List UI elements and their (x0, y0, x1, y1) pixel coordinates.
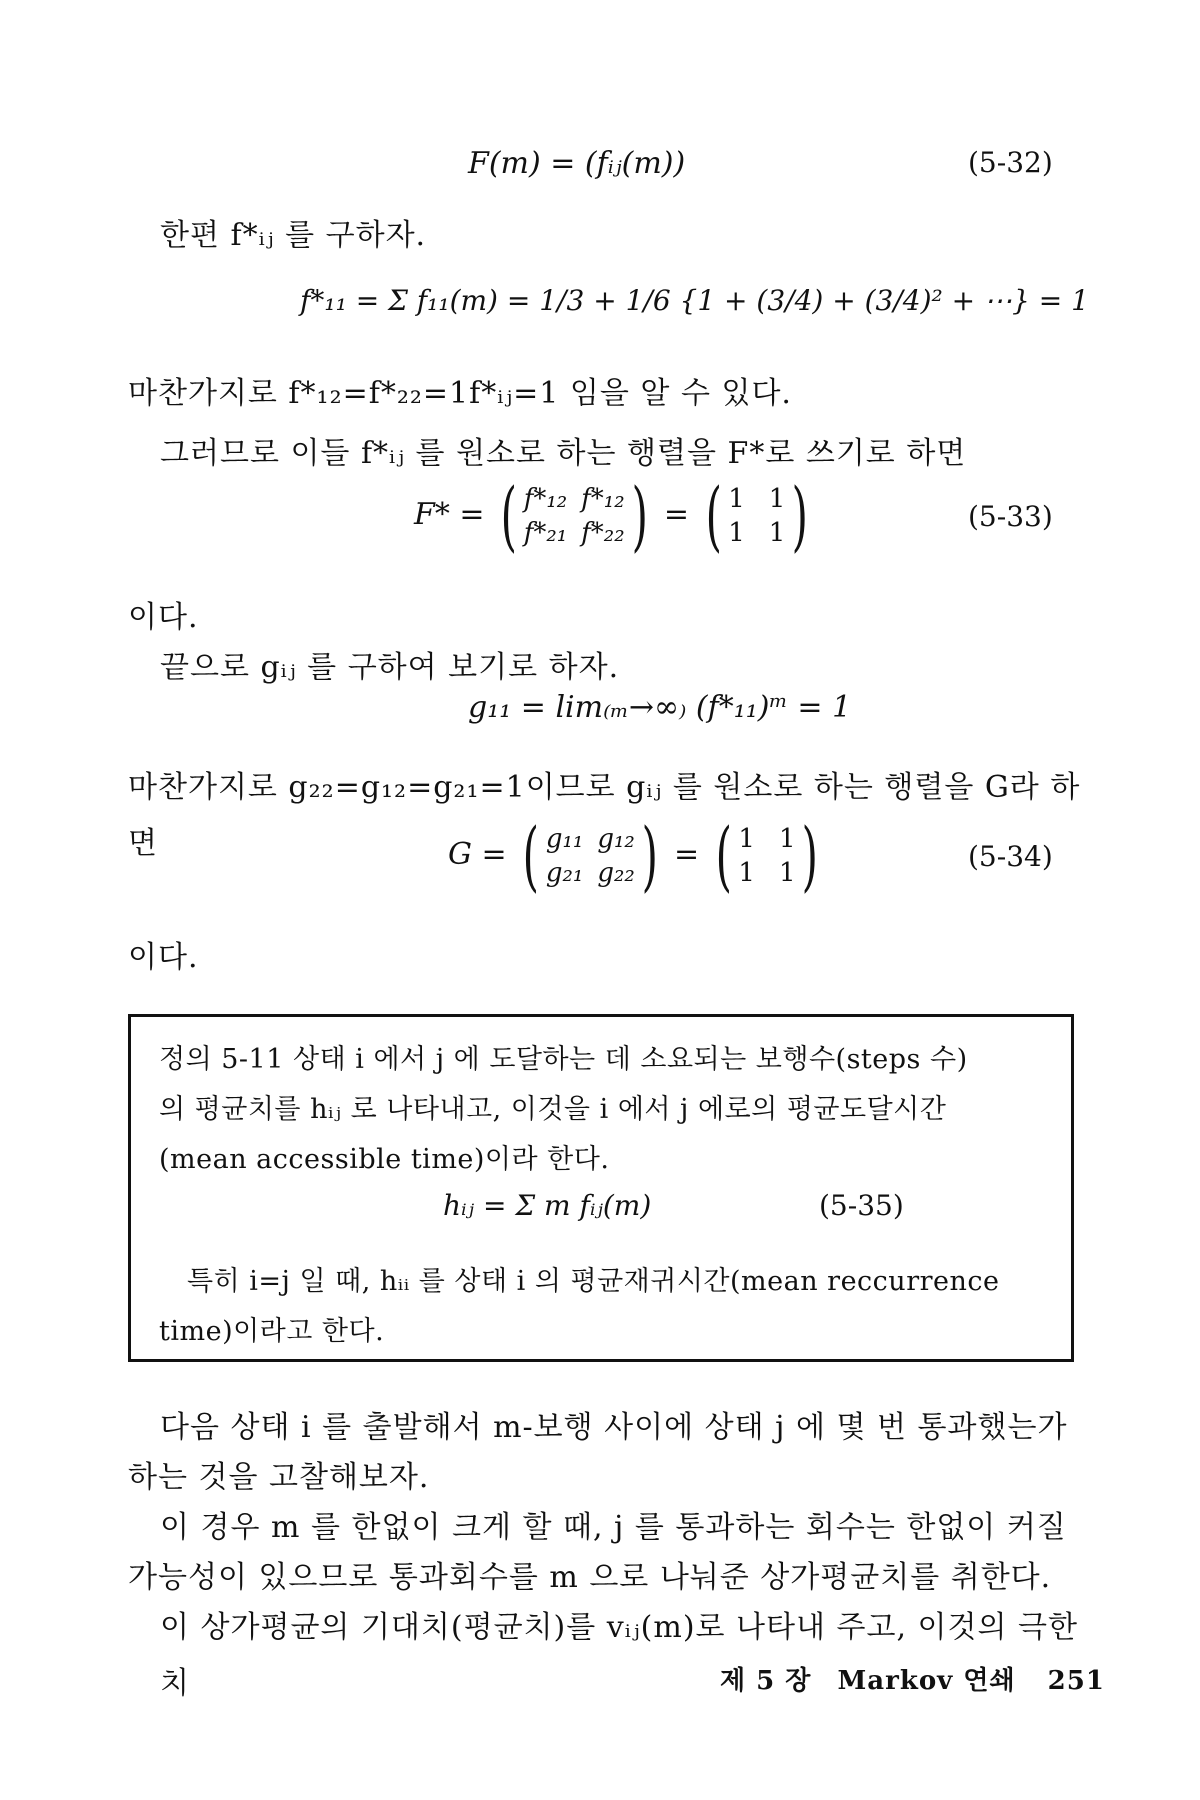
text-line-likewise: 마찬가지로 f*₁₂=f*₂₂=1f*ᵢⱼ=1 임을 알 수 있다. (128, 376, 792, 411)
equation-5-33 (414, 471, 815, 560)
text-line-para-2a: 이 경우 m 를 한없이 크게 할 때, j 를 통과하는 회수는 한없이 커질 (160, 1510, 1067, 1545)
text-line-para-2b: 가능성이 있으므로 통과회수를 m 으로 나눠준 상가평균치를 취한다. (128, 1560, 1052, 1595)
definition-line-2: 의 평균치를 hᵢⱼ 로 나타내고, 이것을 i 에서 j 에로의 평균도달시간 (159, 1094, 947, 1125)
equation-5-35: hᵢⱼ = Σ m fᵢⱼ(m) (443, 1189, 652, 1222)
equation-number-5-35: (5-35) (819, 1189, 904, 1222)
text-line-para-3a: 이 상가평균의 기대치(평균치)를 vᵢⱼ(m)로 나타내 주고, 이것의 극한치 (160, 1610, 1078, 1701)
equation-number-5-34: (5-34) (968, 840, 1053, 873)
matrix-cell: f*₂₁ (523, 518, 568, 548)
matrix-f-star: ( f*₁₂ f*₁₂ f*₂₁ f*₂₂ ) (500, 471, 648, 560)
matrix-cell: 1 (778, 858, 796, 888)
text-line-therefore: 그러므로 이들 f*ᵢⱼ 를 원소로 하는 행렬을 F*로 쓰기로 하면 (160, 436, 967, 471)
equation-f11-star: f*₁₁ = Σ f₁₁(m) = 1/3 + 1/6 {1 + (3/4) + (3/4)² + ⋯} = 1 (300, 284, 1089, 317)
matrix-cell: f*₁₂ (581, 484, 625, 514)
matrix-ones: ( 1 1 1 1 ) (715, 811, 819, 900)
equals-sign: = (663, 497, 689, 532)
text-line-para-1a: 다음 상태 i 를 출발해서 m-보행 사이에 상태 j 에 몇 번 통과했는가 (160, 1410, 1068, 1445)
equation-lhs: F* = (414, 497, 485, 532)
definition-line-1: 정의 5-11 상태 i 에서 j 에 도달하는 데 소요되는 보행수(steps 수) (159, 1044, 968, 1075)
text-line-find-gij: 끝으로 gᵢⱼ 를 구하여 보기로 하자. (160, 650, 620, 685)
matrix-cell: f*₂₂ (581, 518, 625, 548)
equation-lhs: G = (448, 837, 507, 872)
matrix-cell: 1 (728, 518, 745, 548)
matrix-cell: 1 (768, 484, 786, 514)
definition-line-5: time)이라고 한다. (159, 1316, 385, 1347)
matrix-cell: g₁₂ (597, 824, 635, 854)
matrix-cell: 1 (728, 484, 745, 514)
equation-number-5-32: (5-32) (968, 146, 1053, 179)
equation-number-5-33: (5-33) (968, 500, 1053, 533)
text-line-find-fij: 한편 f*ᵢⱼ 를 구하자. (160, 218, 427, 253)
text-line-likewise-g: 마찬가지로 g₂₂=g₁₂=g₂₁=1이므로 gᵢⱼ 를 원소로 하는 행렬을 G라 하면 (128, 770, 1081, 861)
page-number: 251 (1047, 1666, 1105, 1696)
matrix-cell: g₁₁ (545, 824, 584, 854)
text-line-ida-1: 이다. (128, 600, 199, 635)
matrix-cell: 1 (778, 824, 796, 854)
matrix-cell: 1 (768, 518, 786, 548)
text-line-para-1b: 하는 것을 고찰해보자. (128, 1460, 430, 1495)
matrix-cell: 1 (738, 824, 755, 854)
equation-5-34 (448, 811, 825, 900)
matrix-cell: f*₁₂ (523, 484, 568, 514)
page-footer (720, 1660, 1105, 1697)
definition-line-3: (mean accessible time)이라 한다. (159, 1144, 610, 1175)
text-line-ida-2: 이다. (128, 940, 199, 975)
matrix-g: ( g₁₁ g₁₂ g₂₁ g₂₂ ) (522, 811, 658, 900)
matrix-ones: ( 1 1 1 1 ) (705, 471, 809, 560)
matrix-cell: g₂₁ (545, 858, 584, 888)
footer-title: Markov 연쇄 (837, 1666, 1016, 1696)
definition-box (128, 1014, 1074, 1362)
definition-line-4: 특히 i=j 일 때, hᵢᵢ 를 상태 i 의 평균재귀시간(mean reccurrence (187, 1266, 1000, 1297)
equals-sign: = (674, 837, 700, 872)
matrix-cell: 1 (738, 858, 755, 888)
equation-g11-limit: g₁₁ = lim₍ₘ→∞₎ (f*₁₁)ᵐ = 1 (468, 690, 852, 725)
equation-5-32: F(m) = (fᵢⱼ(m)) (468, 146, 686, 181)
footer-chapter: 제 5 장 (720, 1666, 812, 1696)
matrix-cell: g₂₂ (597, 858, 635, 888)
